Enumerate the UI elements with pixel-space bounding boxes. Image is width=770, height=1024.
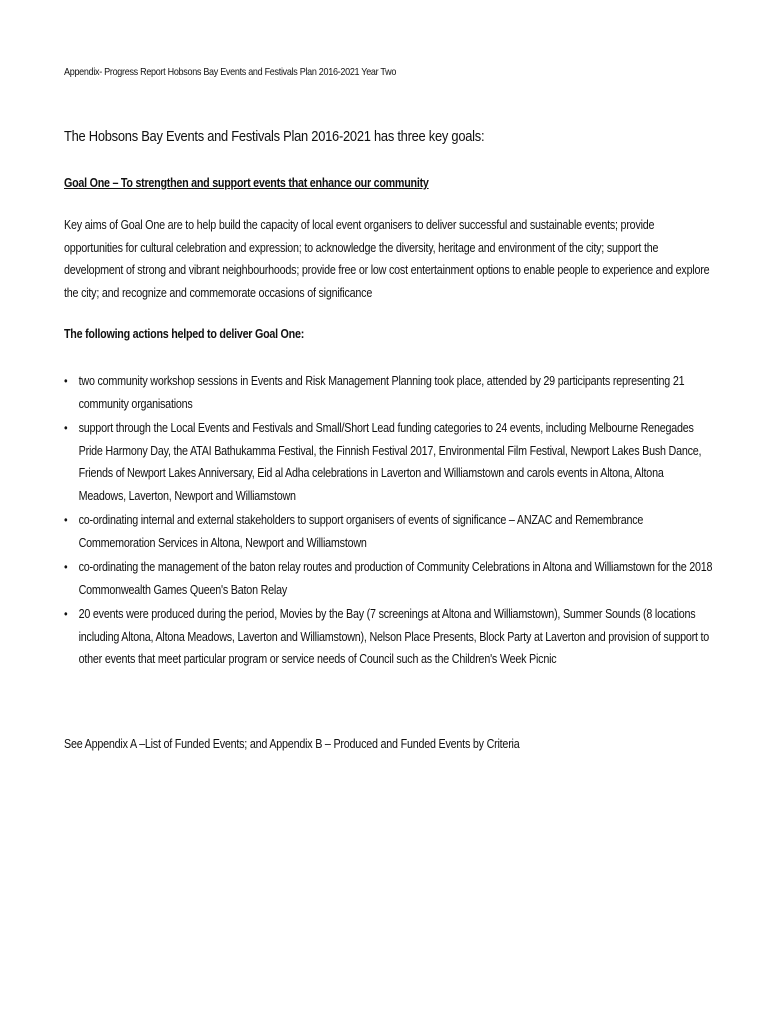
appendix-reference: See Appendix A –List of Funded Events; and Appendix B – Produced and Funded Events by Criteria <box>64 737 520 751</box>
action-text: two community workshop sessions in Events and Risk Management Planning took place, attended by 29 participants representing 21 community organisations <box>78 374 685 411</box>
bullet-icon: • <box>64 560 68 574</box>
goal-one-aims-paragraph: Key aims of Goal One are to help build the capacity of local event organisers to deliver successful and sustainable events; provide opportunities for cultural celebration and expression; to acknowledge the diversity, heritage and environment of the city; support the development of strong and vibrant neighbourhoods; provide free or low cost entertainment options to enable people to experience and explore the city; and recognize and commemorate occasions of significance <box>64 218 710 300</box>
bullet-icon: • <box>64 513 68 527</box>
actions-heading: The following actions helped to deliver Goal One: <box>64 327 305 341</box>
list-item <box>64 370 713 415</box>
list-item <box>64 509 713 554</box>
page-header: Appendix- Progress Report Hobsons Bay Events and Festivals Plan 2016-2021 Year Two <box>64 66 397 78</box>
action-text: 20 events were produced during the period, Movies by the Bay (7 screenings at Altona and Williamstown), Summer Sounds (8 locations including Altona, Altona Meadows, Laverton and Williamstown), Nelson Place Presents, Block Party at Laverton and provision of support to other events that meet particular program or service needs of Council such as the Children's Week Picnic <box>78 607 710 666</box>
action-text: co-ordinating the management of the baton relay routes and production of Community Celebrations in Altona and Williamstown for the 2018 Commonwealth Games Queen's Baton Relay <box>78 560 713 597</box>
goal-one-heading: Goal One – To strengthen and support events that enhance our community <box>64 176 429 190</box>
action-text: co-ordinating internal and external stakeholders to support organisers of events of significance – ANZAC and Remembrance Commemoration Services in Altona, Newport and Williamstown <box>78 513 644 550</box>
list-item <box>64 556 713 601</box>
intro-statement: The Hobsons Bay Events and Festivals Plan 2016-2021 has three key goals: <box>64 128 485 145</box>
bullet-icon: • <box>64 607 68 621</box>
list-item <box>64 417 713 507</box>
list-item <box>64 603 713 671</box>
bullet-icon: • <box>64 374 68 388</box>
bullet-icon: • <box>64 421 68 435</box>
actions-list <box>64 370 713 673</box>
action-text: support through the Local Events and Festivals and Small/Short Lead funding categories to 24 events, including Melbourne Renegades Pride Harmony Day, the ATAI Bathukamma Festival, the Finnish Festival 2017, Environmental Film Festival, Newport Lakes Bush Dance, Friends of Newport Lakes Anniversary, Eid al Adha celebrations in Laverton and Williamstown and carols events in Altona, Altona Meadows, Laverton, Newport and Williamstown <box>78 421 702 503</box>
